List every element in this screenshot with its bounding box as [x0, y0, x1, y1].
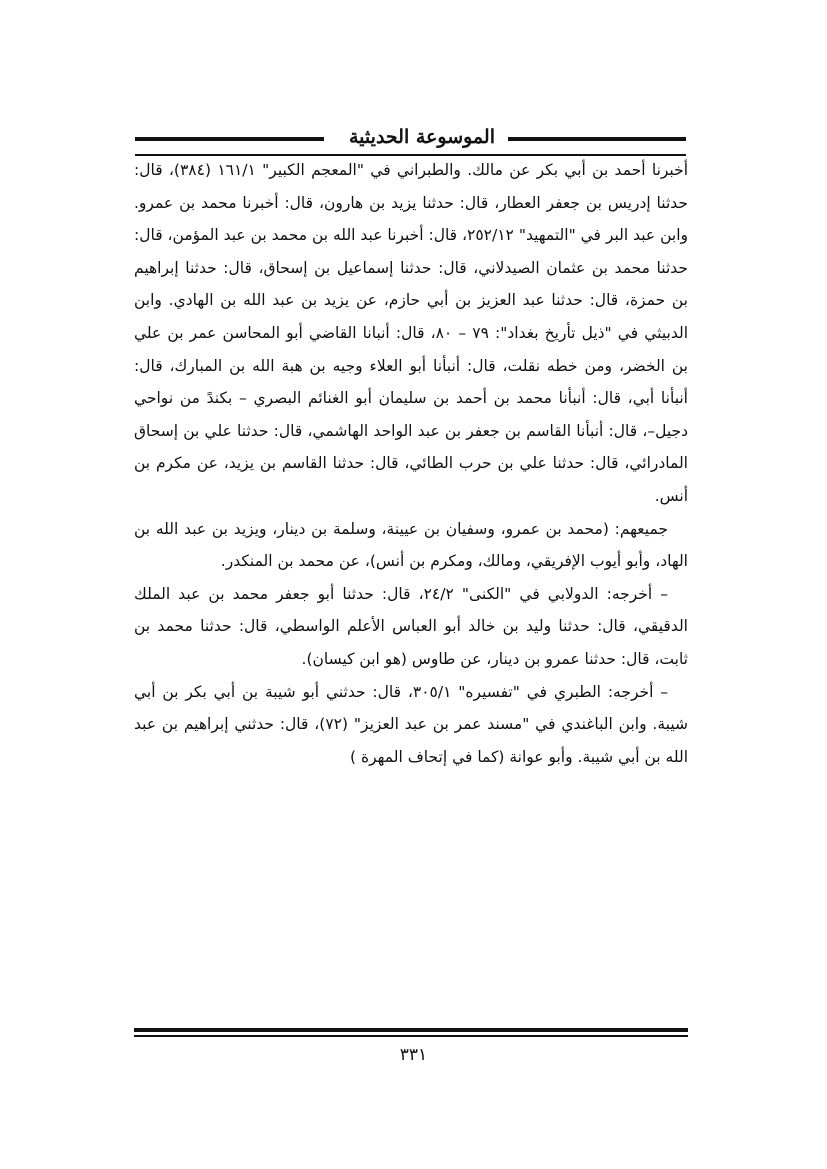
footer-thin-rule	[134, 1035, 688, 1037]
header-right-rule	[508, 137, 686, 141]
page-number: ٣٣١	[399, 1045, 428, 1065]
paragraph-4: – أخرجه: الطبري في "تفسيره" ٣٠٥/١، قال: حدثني أبو شيبة بن أبي بكر بن أبي شيبة. وابن الباغندي في "مسند عمر بن عبد العزيز" (٧٢)، قال: حدثني إبراهيم بن عبد الله بن أبي شيبة. وأبو عوانة (كما في إتحاف المهرة )	[134, 682, 689, 766]
footer-thick-rule	[134, 1028, 688, 1032]
page-header-title: الموسوعة الحديثية	[343, 122, 501, 152]
paragraph-3: – أخرجه: الدولابي في "الكنى" ٢٤/٢، قال: حدثنا أبو جعفر محمد بن عبد الملك الدقيقي، قال: حدثنا وليد بن خالد أبو العباس الأعلم الواسطي، قال: حدثنا محمد بن ثابت، قال: حدثنا عمرو بن دينار، عن طاوس (هو ابن كيسان).	[134, 584, 688, 668]
header-left-rule	[135, 137, 324, 141]
main-text	[134, 154, 688, 773]
paragraph-2: جميعهم: (محمد بن عمرو، وسفيان بن عيينة، وسلمة بن دينار، ويزيد بن عبد الله بن الهاد، وأبو أيوب الإفريقي، ومالك، ومكرم بن أنس)، عن محمد بن المنكدر.	[134, 519, 688, 571]
page-header	[135, 122, 686, 156]
paragraph-1: أخبرنا أحمد بن أبي بكر عن مالك. والطبراني في "المعجم الكبير" ١٦١/١ (٣٨٤)، قال: حدثنا إدريس بن جعفر العطار، قال: حدثنا يزيد بن هارون، قال: أخبرنا محمد بن عمرو. وابن عبد البر في "التمهيد" ٢٥٢/١٢، قال: أخبرنا عبد الله بن محمد بن عبد المؤمن، قال: حدثنا محمد بن عثمان الصيدلاني، قال: حدثنا إسماعيل بن إسحاق، قال: حدثنا إبراهيم بن حمزة، قال: حدثنا عبد العزيز بن أبي حازم، عن يزيد بن عبد الله بن الهادي. وابن الدبيثي في "ذيل تأريخ بغداد": ٧٩ – ٨٠، قال: أنبانا القاضي أبو المحاسن عمر بن علي بن الخضر، ومن خطه نقلت، قال: أنبأنا أبو العلاء وجيه بن هبة الله بن المبارك، قال: أنبأنا أبي، قال: أنبأنا محمد بن أحمد بن سليمان أبو الغنائم البصري – بكندً من نواحي دجيل–، قال: أنبأنا القاسم بن جعفر بن عبد الواحد الهاشمي، قال: حدثنا علي بن إسحاق المادرائي، قال: حدثنا علي بن حرب الطائي، قال: حدثنا القاسم بن يزيد، عن مكرم بن أنس.	[134, 161, 689, 505]
